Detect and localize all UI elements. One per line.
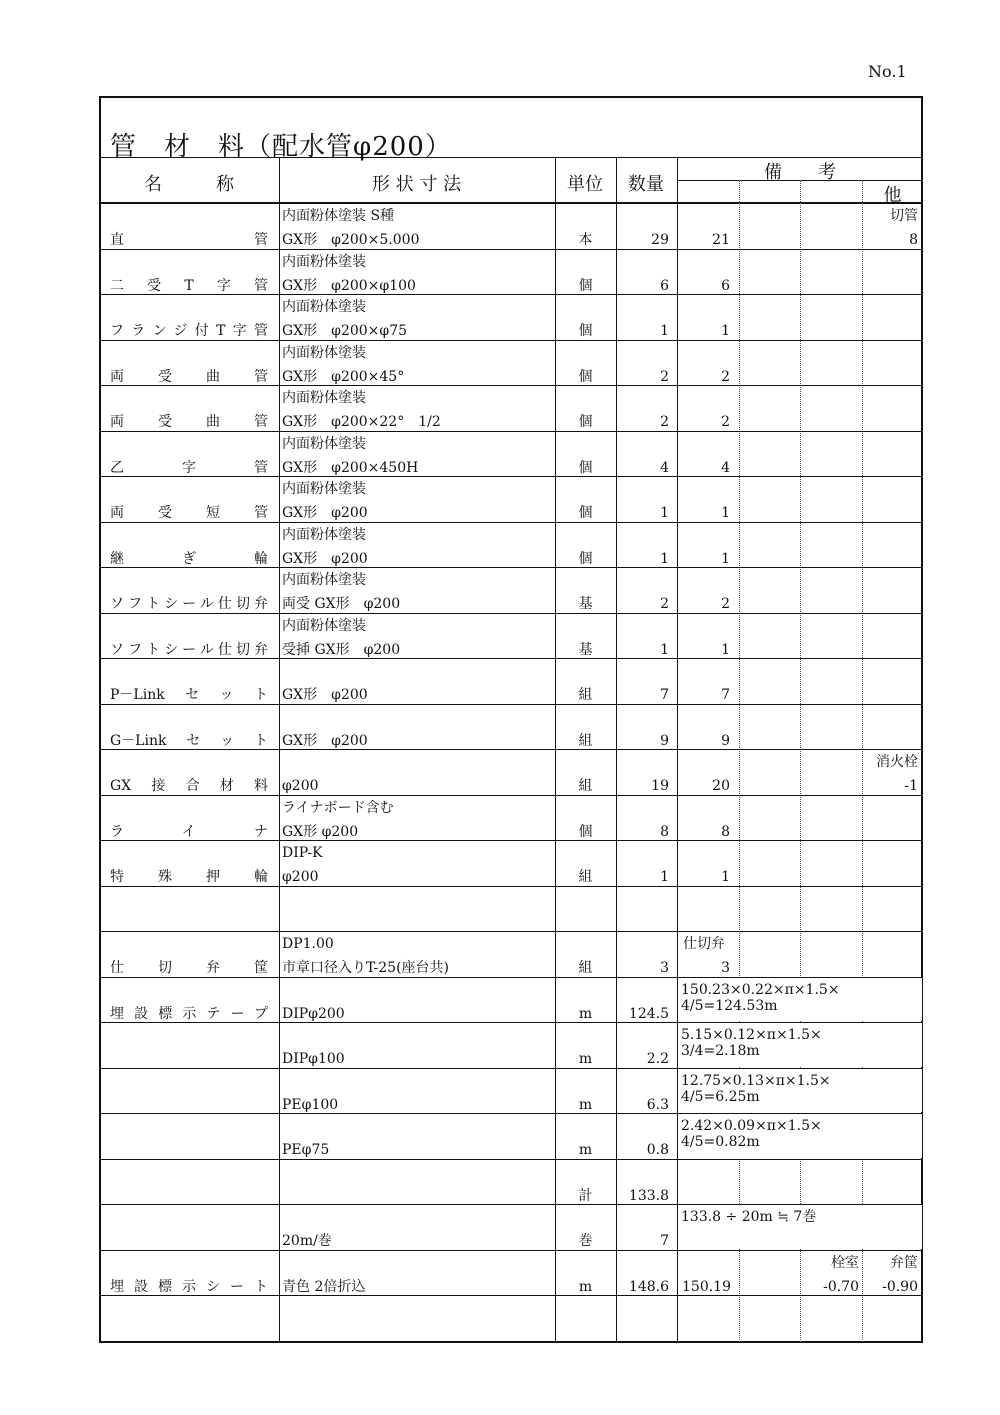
row-spec-line2: 受挿 GX形 φ200 bbox=[282, 641, 401, 658]
row-name: 両受曲管 bbox=[110, 414, 268, 430]
row-name: 直 管 bbox=[110, 232, 268, 248]
row-calc-line1: 150.23×0.22×π×1.5× bbox=[681, 981, 840, 998]
row-unit: 巻 bbox=[578, 1233, 593, 1249]
remarks-dotted-line bbox=[800, 180, 801, 1342]
row-calc-line1: 12.75×0.13×π×1.5× bbox=[681, 1072, 831, 1089]
row-unit: 基 bbox=[578, 641, 593, 658]
row-line bbox=[99, 795, 923, 796]
row-name: GX接合材料 bbox=[110, 778, 268, 794]
row-qty: 1 bbox=[660, 550, 669, 567]
row-line bbox=[99, 658, 923, 659]
row-remark-label: 仕切弁 bbox=[683, 936, 725, 952]
row-qty: 19 bbox=[651, 778, 669, 794]
row-qty: 124.5 bbox=[628, 1005, 669, 1022]
row-name: P－Linkセット bbox=[110, 687, 268, 703]
row-unit: m bbox=[578, 1005, 593, 1022]
row-other-label: 消火栓 bbox=[876, 754, 918, 770]
row-line bbox=[99, 340, 923, 341]
header-remarks: 備 考 bbox=[764, 162, 836, 183]
row-calc-line2: 3/4=2.18m bbox=[681, 1043, 760, 1059]
row-unit: 本 bbox=[578, 232, 593, 248]
row-unit: 個 bbox=[578, 505, 593, 521]
row-spec-line1: DIP-K bbox=[282, 845, 323, 861]
row-qty: 7 bbox=[660, 1233, 669, 1249]
row-other-label: 切管 bbox=[890, 208, 918, 224]
row-calc-line2: 4/5=0.82m bbox=[681, 1134, 760, 1150]
row-spec-line2: 両受 GX形 φ200 bbox=[282, 596, 401, 612]
row-spec-line1: 内面粉体塗装 bbox=[282, 435, 366, 452]
row-name: ソフトシール仕切弁 bbox=[110, 596, 268, 612]
row-spec-line2: GX形 φ200×450H bbox=[282, 459, 419, 476]
row-line bbox=[99, 886, 923, 887]
row-calc-line1: 133.8 ÷ 20m ≒ 7巻 bbox=[681, 1209, 817, 1225]
row-line bbox=[99, 476, 923, 477]
row-qty: 3 bbox=[660, 960, 669, 976]
row-spec-line1: 内面粉体塗装 bbox=[282, 526, 366, 543]
row-other-value: 8 bbox=[909, 232, 918, 248]
row-spec-line1: 内面粉体塗装 bbox=[282, 390, 366, 406]
row-spec-line1: ライナボード含む bbox=[282, 799, 394, 816]
row-unit: 個 bbox=[578, 277, 593, 294]
row-calc-line2: 4/5=124.53m bbox=[681, 997, 778, 1014]
row-other-value: -1 bbox=[904, 778, 918, 794]
row-qty: 4 bbox=[660, 459, 669, 476]
row-qty: 6.3 bbox=[646, 1096, 669, 1113]
row-remark-value: 2 bbox=[721, 596, 730, 612]
row-spec-line2: GX形 φ200 bbox=[282, 687, 368, 703]
row-remark-value: 1 bbox=[721, 869, 730, 885]
row-remark-value: 7 bbox=[721, 687, 730, 703]
row-qty: 7 bbox=[660, 687, 669, 703]
row-line bbox=[99, 385, 923, 386]
row-name: フランジ付T字管 bbox=[110, 323, 268, 339]
row-unit: 個 bbox=[578, 459, 593, 476]
header-name: 名 称 bbox=[144, 174, 234, 195]
row-remark-value: 1 bbox=[721, 505, 730, 521]
row-name: ライナ bbox=[110, 823, 268, 840]
row-spec-line1: DP1.00 bbox=[282, 936, 334, 952]
row-qty: 2 bbox=[660, 414, 669, 430]
row-line bbox=[99, 522, 923, 523]
row-line bbox=[99, 840, 923, 841]
row-unit: m bbox=[578, 1096, 593, 1113]
row-spec-line1: 内面粉体塗装 S種 bbox=[282, 208, 395, 224]
row-qty: 148.6 bbox=[628, 1278, 669, 1295]
remarks-dotted-line bbox=[739, 180, 740, 1342]
row-remark3-value: -0.70 bbox=[823, 1278, 859, 1295]
header-qty: 数量 bbox=[628, 174, 664, 195]
row-other-value: -0.90 bbox=[882, 1278, 918, 1295]
row-qty: 1 bbox=[660, 505, 669, 521]
row-name: G－Linkセット bbox=[110, 732, 268, 749]
row-remark-value: 4 bbox=[721, 459, 730, 476]
row-remark-value: 6 bbox=[721, 277, 730, 294]
row-other-label: 弁筐 bbox=[890, 1254, 918, 1271]
row-spec-line2: GX形 φ200×22° 1/2 bbox=[282, 414, 441, 430]
row-spec-line2: GX形 φ200×5.000 bbox=[282, 232, 420, 248]
row-spec-line2: GX形 φ200 bbox=[282, 732, 368, 749]
row-qty: 1 bbox=[660, 869, 669, 885]
row-unit: m bbox=[578, 1142, 593, 1158]
page-title: 管 材 料（配水管φ200） bbox=[110, 132, 452, 162]
row-remark-value: 1 bbox=[721, 323, 730, 339]
row-name: 乙字管 bbox=[110, 459, 268, 476]
row-name: 埋設標示テープ bbox=[110, 1005, 268, 1022]
row-qty: 2.2 bbox=[646, 1051, 669, 1067]
row-remark-value: 20 bbox=[712, 778, 730, 794]
row-line bbox=[99, 1250, 923, 1251]
row-unit: 組 bbox=[578, 960, 593, 976]
row-line bbox=[99, 931, 923, 932]
row-remark-value: 1 bbox=[721, 641, 730, 658]
row-unit: 個 bbox=[578, 323, 593, 339]
row-unit: 個 bbox=[578, 414, 593, 430]
row-unit: 個 bbox=[578, 823, 593, 840]
row-unit: 計 bbox=[578, 1187, 593, 1204]
row-spec-line1: 内面粉体塗装 bbox=[282, 344, 366, 361]
row-spec-line2: 20m/巻 bbox=[282, 1233, 332, 1249]
row-qty: 1 bbox=[660, 323, 669, 339]
row-name: 二受T字管 bbox=[110, 277, 268, 294]
row-name: 仕切弁筺 bbox=[110, 960, 268, 976]
row-remark-value: 2 bbox=[721, 368, 730, 385]
row-line bbox=[99, 567, 923, 568]
row-qty: 2 bbox=[660, 368, 669, 385]
row-line bbox=[99, 249, 923, 250]
header-unit: 単位 bbox=[567, 174, 603, 195]
row-calc-line1: 5.15×0.12×π×1.5× bbox=[681, 1027, 822, 1043]
row-line bbox=[99, 1295, 923, 1296]
row-unit: 組 bbox=[578, 869, 593, 885]
row-qty: 2 bbox=[660, 596, 669, 612]
row-remark-value: 21 bbox=[712, 232, 730, 248]
row-unit: 基 bbox=[578, 596, 593, 612]
row-spec-line2: DIPφ200 bbox=[282, 1005, 345, 1022]
row-qty: 9 bbox=[660, 732, 669, 749]
row-spec-line2: PEφ100 bbox=[282, 1096, 339, 1113]
row-remark-value: 2 bbox=[721, 414, 730, 430]
row-remark-value: 150.19 bbox=[682, 1278, 731, 1295]
row-remark3-label: 栓室 bbox=[831, 1254, 859, 1271]
row-line bbox=[99, 294, 923, 295]
row-remark-value: 8 bbox=[721, 823, 730, 840]
row-spec-line2: φ200 bbox=[282, 869, 319, 885]
row-line bbox=[99, 704, 923, 705]
row-unit: 個 bbox=[578, 550, 593, 567]
row-name: 両受曲管 bbox=[110, 368, 268, 385]
row-qty: 133.8 bbox=[628, 1187, 669, 1204]
row-spec-line2: DIPφ100 bbox=[282, 1051, 345, 1067]
row-remark-value: 3 bbox=[721, 960, 730, 976]
row-line bbox=[99, 431, 923, 432]
row-spec-line2: GX形 φ200 bbox=[282, 505, 368, 521]
row-name: ソフトシール仕切弁 bbox=[110, 641, 268, 658]
page-number: No.1 bbox=[868, 62, 907, 81]
row-unit: m bbox=[578, 1278, 593, 1295]
row-name: 埋設標示シート bbox=[110, 1278, 268, 1295]
row-spec-line2: GX形 φ200×45° bbox=[282, 368, 405, 385]
row-qty: 6 bbox=[660, 277, 669, 294]
header-other: 他 bbox=[883, 185, 902, 206]
row-spec-line2: GX形 φ200×φ75 bbox=[282, 323, 408, 339]
row-name: 両受短管 bbox=[110, 505, 268, 521]
row-unit: 個 bbox=[578, 368, 593, 385]
row-line bbox=[99, 749, 923, 750]
row-calc-line1: 2.42×0.09×π×1.5× bbox=[681, 1118, 822, 1134]
row-spec-line1: 内面粉体塗装 bbox=[282, 617, 366, 634]
header-spec: 形 状 寸 法 bbox=[371, 174, 462, 195]
row-line bbox=[99, 1159, 923, 1160]
row-spec-line2: PEφ75 bbox=[282, 1142, 330, 1158]
row-spec-line2: GX形 φ200 bbox=[282, 550, 368, 567]
row-spec-line2: 青色 2倍折込 bbox=[282, 1278, 366, 1295]
row-qty: 0.8 bbox=[646, 1142, 669, 1158]
row-spec-line2: GX形 φ200×φ100 bbox=[282, 277, 416, 294]
row-name: 特殊押輪 bbox=[110, 869, 268, 885]
row-spec-line2: φ200 bbox=[282, 778, 319, 794]
row-qty: 8 bbox=[660, 823, 669, 840]
row-unit: 組 bbox=[578, 778, 593, 794]
row-unit: 組 bbox=[578, 687, 593, 703]
row-remark-value: 1 bbox=[721, 550, 730, 567]
row-name: 継ぎ輪 bbox=[110, 550, 268, 567]
row-line bbox=[99, 613, 923, 614]
row-unit: m bbox=[578, 1051, 593, 1067]
row-spec-line1: 内面粉体塗装 bbox=[282, 299, 366, 315]
row-qty: 1 bbox=[660, 641, 669, 658]
row-spec-line2: 市章口径入りT-25(座台共) bbox=[282, 960, 450, 976]
row-qty: 29 bbox=[651, 232, 669, 248]
row-spec-line2: GX形 φ200 bbox=[282, 823, 359, 840]
row-spec-line1: 内面粉体塗装 bbox=[282, 572, 366, 588]
row-calc-line2: 4/5=6.25m bbox=[681, 1088, 760, 1105]
row-spec-line1: 内面粉体塗装 bbox=[282, 481, 366, 497]
row-spec-line1: 内面粉体塗装 bbox=[282, 253, 366, 270]
row-unit: 組 bbox=[578, 732, 593, 749]
row-remark-value: 9 bbox=[721, 732, 730, 749]
